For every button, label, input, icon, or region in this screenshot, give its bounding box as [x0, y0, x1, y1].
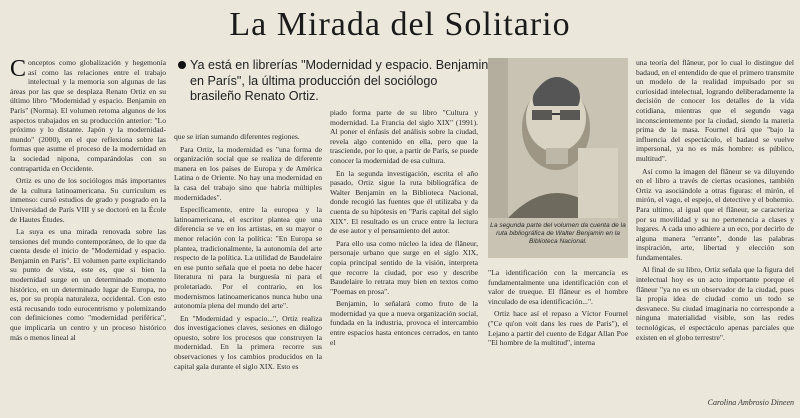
paragraph: Conceptos como globalización y hegemonía así como las relaciones entre el trabajo intelectual y la memoria son algunas de las áreas por las que se desplaza Renato Ortiz en su último libro "Modernidad y espacio. Benjamin en París" (Norma). El volumen retoma algunos de los aspectos trabajados en su producción anterior: "Lo próximo y lo distante. Japón y la modernidad-mundo" (2000), en el que reflexiona sobre las formas que asume el proceso de la modernidad en la sociedad nipona, comparándolas con su contrapartida en Occidente.	[10, 58, 166, 173]
paragraph: Al final de su libro, Ortiz señala que la figura del intelectual hoy es un acto importante porque el flâneur "ya no es un observador de la ciudad, pues la propia idea de ciudad como un todo se desvanece. Su ciudad imaginaria no corresponde a ninguna materialidad visible, son las redes tecnológicas, el espectáculo apenas parciales que existen en el globo terrestre".	[636, 265, 794, 342]
paragraph: En la segunda investigación, escrita el año pasado, Ortiz sigue la ruta bibliográfica de Walter Benjamin en la Biblioteca Nacional, donde recogió las fuentes que él utilizaba y da cuenta de su hipótesis en "París capital del siglo XIX". El resultado es un cruce entre la lectura de ese autor y el pensamiento del autor.	[330, 168, 478, 236]
paragraph: La suya es una mirada renovada sobre las tensiones del mundo contemporáneo, de lo que da cuenta desde el inicio de "Modernidad y espacio. Benjamin en París". El volumen parte explicitando su punto de vista, este es, que si bien la modernidad surge en un determinado momento histórico, en un determinado lugar de Europa, no es, por su propia naturaleza, occidental. Con esto está recusando todo eurocentrismo y polemizando con definiciones como "modernidad periférica", que implicaría un centro y un proceso histórico más o menos lineal al	[10, 227, 166, 342]
paragraph: En "Modernidad y espacio...", Ortiz realiza dos investigaciones claves, sesiones en diálogo opuesto, sobre los procesos que construyen la modernidad. En la primera recorre sus observaciones y los cambios producidos en la capital gala durante el siglo XIX. Esto es	[174, 313, 322, 371]
paragraph: que se irían sumando diferentes regiones.	[174, 132, 300, 141]
paragraph: una teoría del flâneur, por lo cual lo distingue del badaud, en el entendido de que el primero transmite un modelo de la realidad impulsado por su curiosidad intelectual, logrando deliberadamente la decisión de conocer los detalles de la vida cotidiana, mientras que el segundo vaga inconscientemente por la ciudad, siendo la materia prima de la masa. Fournel dirá que "bajo la influencia del espectáculo, el badaud se vuelve impersonal, ya no es más hombre: es público, multitud".	[636, 58, 794, 163]
column-1	[10, 58, 166, 408]
deck-text: Ya está en librerías "Modernidad y espacio. Benjamin en París", la última producción del sociólogo brasileño Renato Ortiz.	[190, 58, 489, 103]
paragraph: Ortiz es uno de los sociólogos más importantes de la cultura latinoamericana. Su curriculum es inmenso: cursó estudios de grado y posgrado en la Universidad de París VIII y se doctoró en la École de Hautes Études.	[10, 176, 166, 224]
column-2	[174, 132, 322, 417]
headline: La Mirada del Solitario	[229, 6, 571, 43]
column-4	[488, 268, 628, 418]
paragraph: Benjamin, lo señalará como fruto de la modernidad ya que a nueva organización social, fundada en la industria, provoca el intercambio entre espacios hasta entonces cerrados, en tanto el	[330, 299, 478, 347]
photo-caption: La segunda parte del volumen da cuenta de la ruta bibliográfica de Walter Benjamin en la Biblioteca Nacional.	[490, 222, 626, 245]
paragraph: "La identificación con la mercancía es fundamentalmente una identificación con el valor de trueque. El flâneur es el hombre vinculado de esa identificación...".	[488, 268, 628, 306]
paragraph: Ortiz hace así el repaso a Víctor Fournel ("Ce qu'on voit dans les rues de Paris"), el Lejano a partir del cuento de Edgar Allan Poe "El hombre de la multitud", interna	[488, 309, 628, 348]
deck-subheading	[178, 58, 490, 105]
paragraph: Para ello usa como núcleo la idea de flâneur, personaje urbano que surge en el siglo XIX, copia principal sentido de la visión, interpreta que recorre la ciudad, por eso y describe Baudelaire lo retrata muy bien en textos como "Poemas en prosa".	[330, 238, 478, 296]
paragraph: Específicamente, entre la europea y la latinoamericana, el escritor plantea que una diferencia se ve en los artistas, en su mayor o menor relación con la política: "En Europa se plantea, tradicionalmente, la autonomía del arte respecto de la política. La utilidad de Baudelaire en ese punto señala que el poeta no debe hacer literatura ni para la burguesía ni para el proletariado. Por el contrario, en los modernismos latinoamericanos nunca hubo una autonomía plena del mundo del arte".	[174, 205, 322, 311]
paragraph: Así como la imagen del flâneur se va diluyendo en el libro a través de ciertas ocasiones, también Ortiz va asociándole a otras figuras: el mirón, el mirón, el vago, el espejo, el detective y el bohemio. Para ultimo, al igual que el flâneur, se caracteriza por su movilidad y su no pertenencia a clases y lugares. A cada uno adhiere a un eco, por decirlo de alguna manera "errante", donde las palabras inspiración, arte, libertad y elección son fundamentales.	[636, 166, 794, 262]
bullet-icon	[178, 61, 186, 69]
column-3	[330, 108, 478, 418]
paragraph: piado forma parte de su libro "Cultura y modernidad. La Francia del siglo XIX" (1991). Al poner el énfasis del análisis sobre la ciudad, revela algo contenido en ella, pero que la trasciende, por lo que, a partir de París, se puede conocer la modernidad de esa cultura.	[330, 108, 478, 165]
paragraph: Para Ortiz, la modernidad es "una forma de organización social que se realiza de diferente manera en los países de Europa y de América Latina o de Oriente. No hay una modernidad en la casa del trabajo sino que habría múltiples modernidades".	[174, 144, 322, 202]
column-5	[636, 58, 794, 392]
drop-cap: C	[10, 58, 27, 82]
author-signature: Carolina Ambrosio Dineen	[707, 398, 794, 407]
